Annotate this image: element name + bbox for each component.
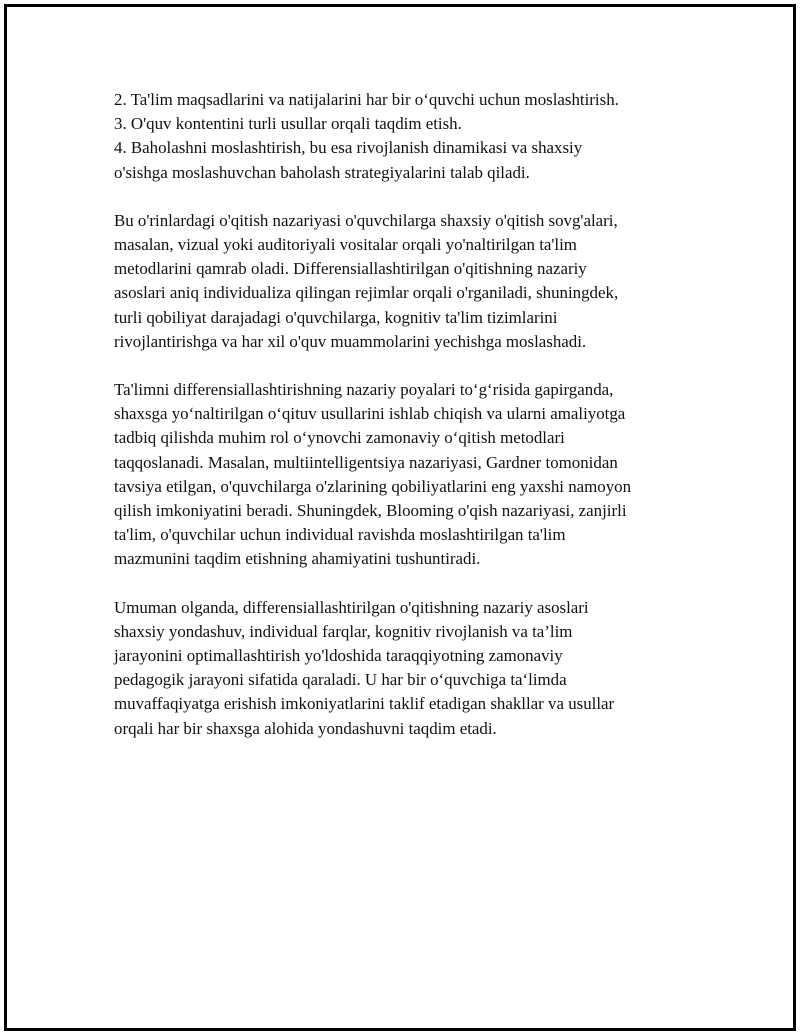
paragraph-line: asoslari aniq individualiza qilingan rejimlar orqali o'rganiladi, shuningdek, <box>114 283 619 303</box>
paragraph-line: masalan, vizual yoki auditoriyali vositalar orqali yo'naltirilgan ta'lim <box>114 235 577 255</box>
paragraph-line: shaxsiy yondashuv, individual farqlar, kognitiv rivojlanish va ta’lim <box>114 621 573 641</box>
paragraph-line: Ta'limni differensiallashtirishning nazariy poyalari to‘g‘risida gapirganda, <box>114 380 614 400</box>
paragraph-line: shaxsga yo‘naltirilgan o‘qituv usullarini ishlab chiqish va ularni amaliyotga <box>114 404 626 424</box>
paragraph-line: qilish imkoniyatini beradi. Shuningdek, Blooming o'qish nazariyasi, zanjirli <box>114 501 627 521</box>
paragraph-line: metodlarini qamrab oladi. Differensiallashtirilgan o'qitishning nazariy <box>114 259 587 279</box>
paragraph-line: jarayonini optimallashtirish yo'ldoshida taraqqiyotning zamonaviy <box>114 646 563 666</box>
list-item-4-line-1: 4. Baholashni moslashtirish, bu esa rivojlanish dinamikasi va shaxsiy <box>114 138 583 158</box>
paragraph-line: muvaffaqiyatga erishish imkoniyatlarini taklif etadigan shakllar va usullar <box>114 694 615 714</box>
list-item-2: 2. Ta'lim maqsadlarini va natijalarini har bir o‘quvchi uchun moslashtirish. <box>114 90 619 109</box>
paragraph-2 <box>114 378 704 572</box>
paragraph-line: tavsiya etilgan, o'quvchilarga o'zlarining qobiliyatlarini eng yaxshi namoyon <box>114 476 632 496</box>
paragraph-1 <box>114 209 704 354</box>
paragraph-line: Umuman olganda, differensiallashtirilgan o'qitishning nazariy asoslari <box>114 597 589 617</box>
paragraph-line: mazmunini taqdim etishning ahamiyatini tushuntiradi. <box>114 549 481 569</box>
paragraph-line: tadbiq qilishda muhim rol o‘ynovchi zamonaviy o‘qitish metodlari <box>114 428 565 448</box>
paragraph-line: pedagogik jarayoni sifatida qaraladi. U har bir o‘quvchiga ta‘limda <box>114 670 567 690</box>
paragraph-line: taqqoslanadi. Masalan, multiintelligentsiya nazariyasi, Gardner tomonidan <box>114 452 618 472</box>
paragraph-line: orqali har bir shaxsga alohida yondashuvni taqdim etadi. <box>114 718 497 738</box>
list-block <box>114 88 704 185</box>
paragraph-line: ta'lim, o'quvchilar uchun individual ravishda moslashtirilgan ta'lim <box>114 525 566 545</box>
list-item-4-line-2: o'sishga moslashuvchan baholash strategiyalarini talab qiladi. <box>114 162 530 182</box>
paragraph-line: Bu o'rinlardagi o'qitish nazariyasi o'quvchilarga shaxsiy o'qitish sovg'alari, <box>114 210 618 230</box>
document-body <box>114 88 704 765</box>
paragraph-line: rivojlantirishga va har xil o'quv muammolarini yechishga moslashadi. <box>114 331 587 351</box>
list-item-3: 3. O'quv kontentini turli usullar orqali taqdim etish. <box>114 114 462 134</box>
paragraph-line: turli qobiliyat darajadagi o'quvchilarga, kognitiv ta'lim tizimlarini <box>114 307 558 327</box>
paragraph-3 <box>114 596 704 741</box>
